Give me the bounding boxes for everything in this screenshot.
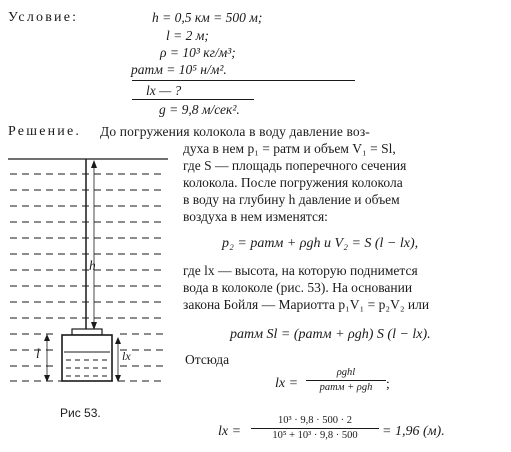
solution-line-5: в воду на глубину h давление и объем [183, 192, 400, 207]
fraction-bar [306, 380, 386, 381]
solution-line-3: где S — площадь поперечного сечения [183, 158, 407, 173]
solution-line-9: закона Бойля — Мариотта p₁V₁ = p₂V₂ или [183, 297, 430, 312]
equation-result-fraction [251, 415, 379, 442]
figure-label-h: h [89, 258, 96, 273]
figure-label-lx: lx [122, 349, 131, 363]
equation-lx-tail: ; [386, 376, 390, 391]
solution-line-7: где lx — высота, на которую поднимется [183, 263, 418, 278]
equation-result-lhs: lx = [218, 424, 242, 439]
equation-result-denominator: 10⁵ + 10³ · 9,8 · 500 [272, 430, 358, 441]
solution-line-4: колокола. После погружения колокола [183, 175, 403, 190]
equation-result-value: = 1,96 (м). [382, 424, 445, 439]
equation-boyle: pатм Sl = (pатм + ρgh) S (l − lx). [230, 327, 431, 342]
equation-lx-lhs: lx = [275, 376, 299, 391]
equation-p2-v2: p₂ = pатм + ρgh и V₂ = S (l − lx), [222, 236, 419, 251]
given-h: h = 0,5 км = 500 м; [152, 10, 263, 25]
solution-line-6: воздуха в нем изменятся: [183, 209, 328, 224]
equation-lx-numerator: ρghl [336, 367, 356, 378]
unknown-lx: lx — ? [146, 83, 182, 98]
solution-line-8: вода в колоколе (рис. 53). На основании [183, 280, 413, 295]
equation-result-numerator: 10³ · 9,8 · 500 · 2 [277, 415, 352, 426]
solution-line-2: духа в нем p₁ = pатм и объем V₁ = Sl, [183, 141, 396, 156]
bell-body [62, 335, 112, 381]
given-rho: ρ = 10³ кг/м³; [160, 45, 236, 60]
bell-figure [0, 0, 175, 400]
figure-caption: Рис 53. [60, 406, 101, 420]
given-g: g = 9,8 м/сек². [159, 102, 240, 117]
fraction-bar [251, 428, 379, 429]
condition-label: Условие: [8, 10, 79, 25]
figure-label-l: l [36, 346, 40, 361]
equation-lx-fraction [306, 367, 386, 394]
hence-label: Отсюда [185, 352, 230, 367]
solution-line-1: До погружения колокола в воду давление воз- [100, 124, 370, 139]
bell-top-cap [72, 329, 102, 335]
solution-label: Решение. [8, 124, 82, 139]
equation-lx-denominator: pатм + ρgh [319, 382, 373, 393]
given-l: l = 2 м; [166, 28, 209, 43]
given-patm: pатм = 10⁵ н/м². [131, 62, 227, 77]
